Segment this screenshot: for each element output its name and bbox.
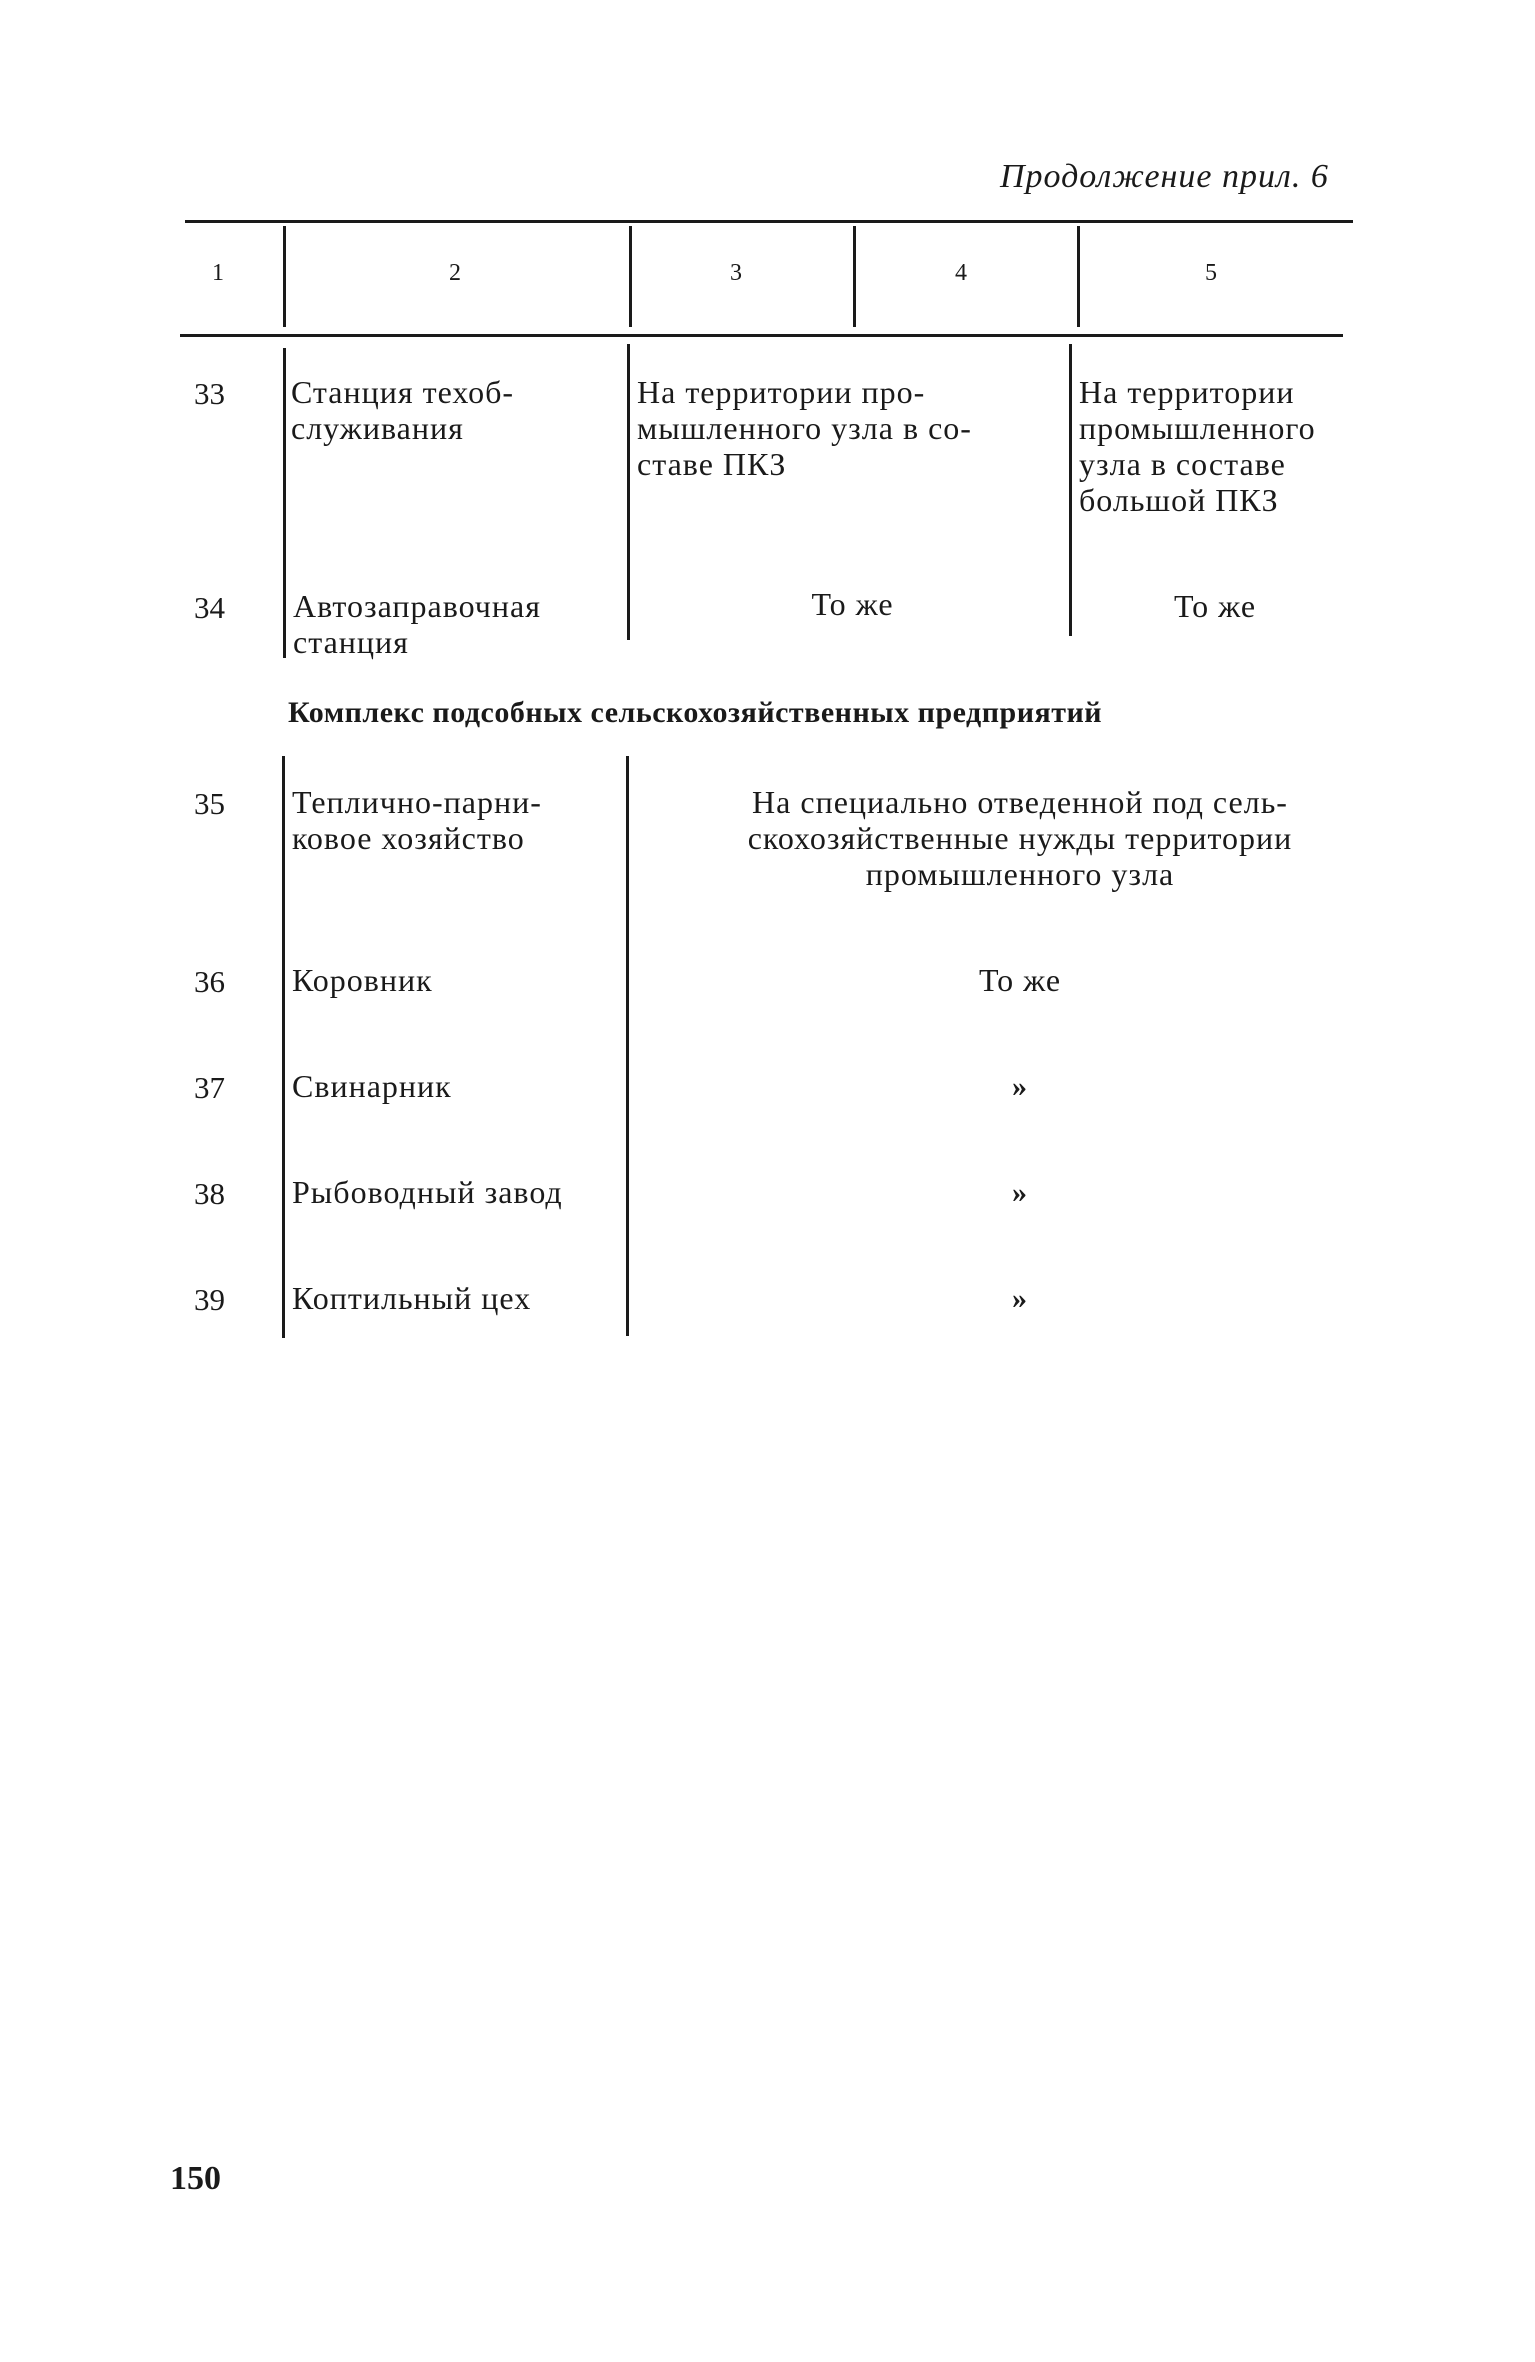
ditto-mark: » — [1012, 1070, 1027, 1103]
row-number: 36 — [194, 964, 225, 999]
body-divider — [1069, 344, 1072, 636]
body-divider — [282, 756, 285, 1338]
row-number: 38 — [194, 1176, 225, 1211]
header-divider — [1077, 226, 1080, 327]
column-header-3: 3 — [730, 260, 742, 286]
body-divider — [627, 344, 630, 640]
row-name: Станция техоб- служивания — [291, 374, 515, 446]
row-name: Свинарник — [292, 1068, 452, 1104]
ditto-mark: » — [1012, 1176, 1027, 1209]
row-location-col-5: То же — [1173, 588, 1257, 624]
row-number: 35 — [194, 786, 225, 821]
table-header-bottom-rule — [180, 334, 1343, 337]
column-header-5: 5 — [1205, 260, 1217, 286]
row-location: То же — [978, 962, 1062, 998]
header-divider — [853, 226, 856, 327]
row-name: Автозаправочная станция — [293, 588, 541, 660]
running-head: Продолжение прил. 6 — [1000, 158, 1329, 195]
page-number: 150 — [170, 2160, 221, 2197]
row-number: 37 — [194, 1070, 225, 1105]
column-header-1: 1 — [212, 260, 224, 286]
row-name: Рыбоводный завод — [292, 1174, 563, 1210]
row-name: Теплично-парни- ковое хозяйство — [292, 784, 542, 856]
row-name: Коптильный цех — [292, 1280, 532, 1316]
row-number: 34 — [194, 590, 225, 625]
body-divider — [283, 348, 286, 658]
table-top-rule — [185, 220, 1353, 223]
body-divider — [626, 756, 629, 1336]
row-location-cols-3-4: То же — [811, 586, 894, 622]
row-location-cols-3-4: На территории про- мышленного узла в со- ставе ПКЗ — [637, 374, 972, 482]
column-header-2: 2 — [449, 260, 461, 286]
row-number: 33 — [194, 376, 225, 411]
row-location-col-5: На территории промышленного узла в составе большой ПКЗ — [1079, 374, 1316, 518]
ditto-mark: » — [1012, 1282, 1027, 1315]
header-divider — [283, 226, 286, 327]
row-location: На специально отведенной под сель- скохозяйственные нужды территории промышленного узла — [747, 784, 1293, 892]
row-number: 39 — [194, 1282, 225, 1317]
header-divider — [629, 226, 632, 327]
section-title: Комплекс подсобных сельскохозяйственных предприятий — [288, 696, 1103, 729]
column-header-4: 4 — [955, 260, 967, 286]
row-name: Коровник — [292, 962, 433, 998]
